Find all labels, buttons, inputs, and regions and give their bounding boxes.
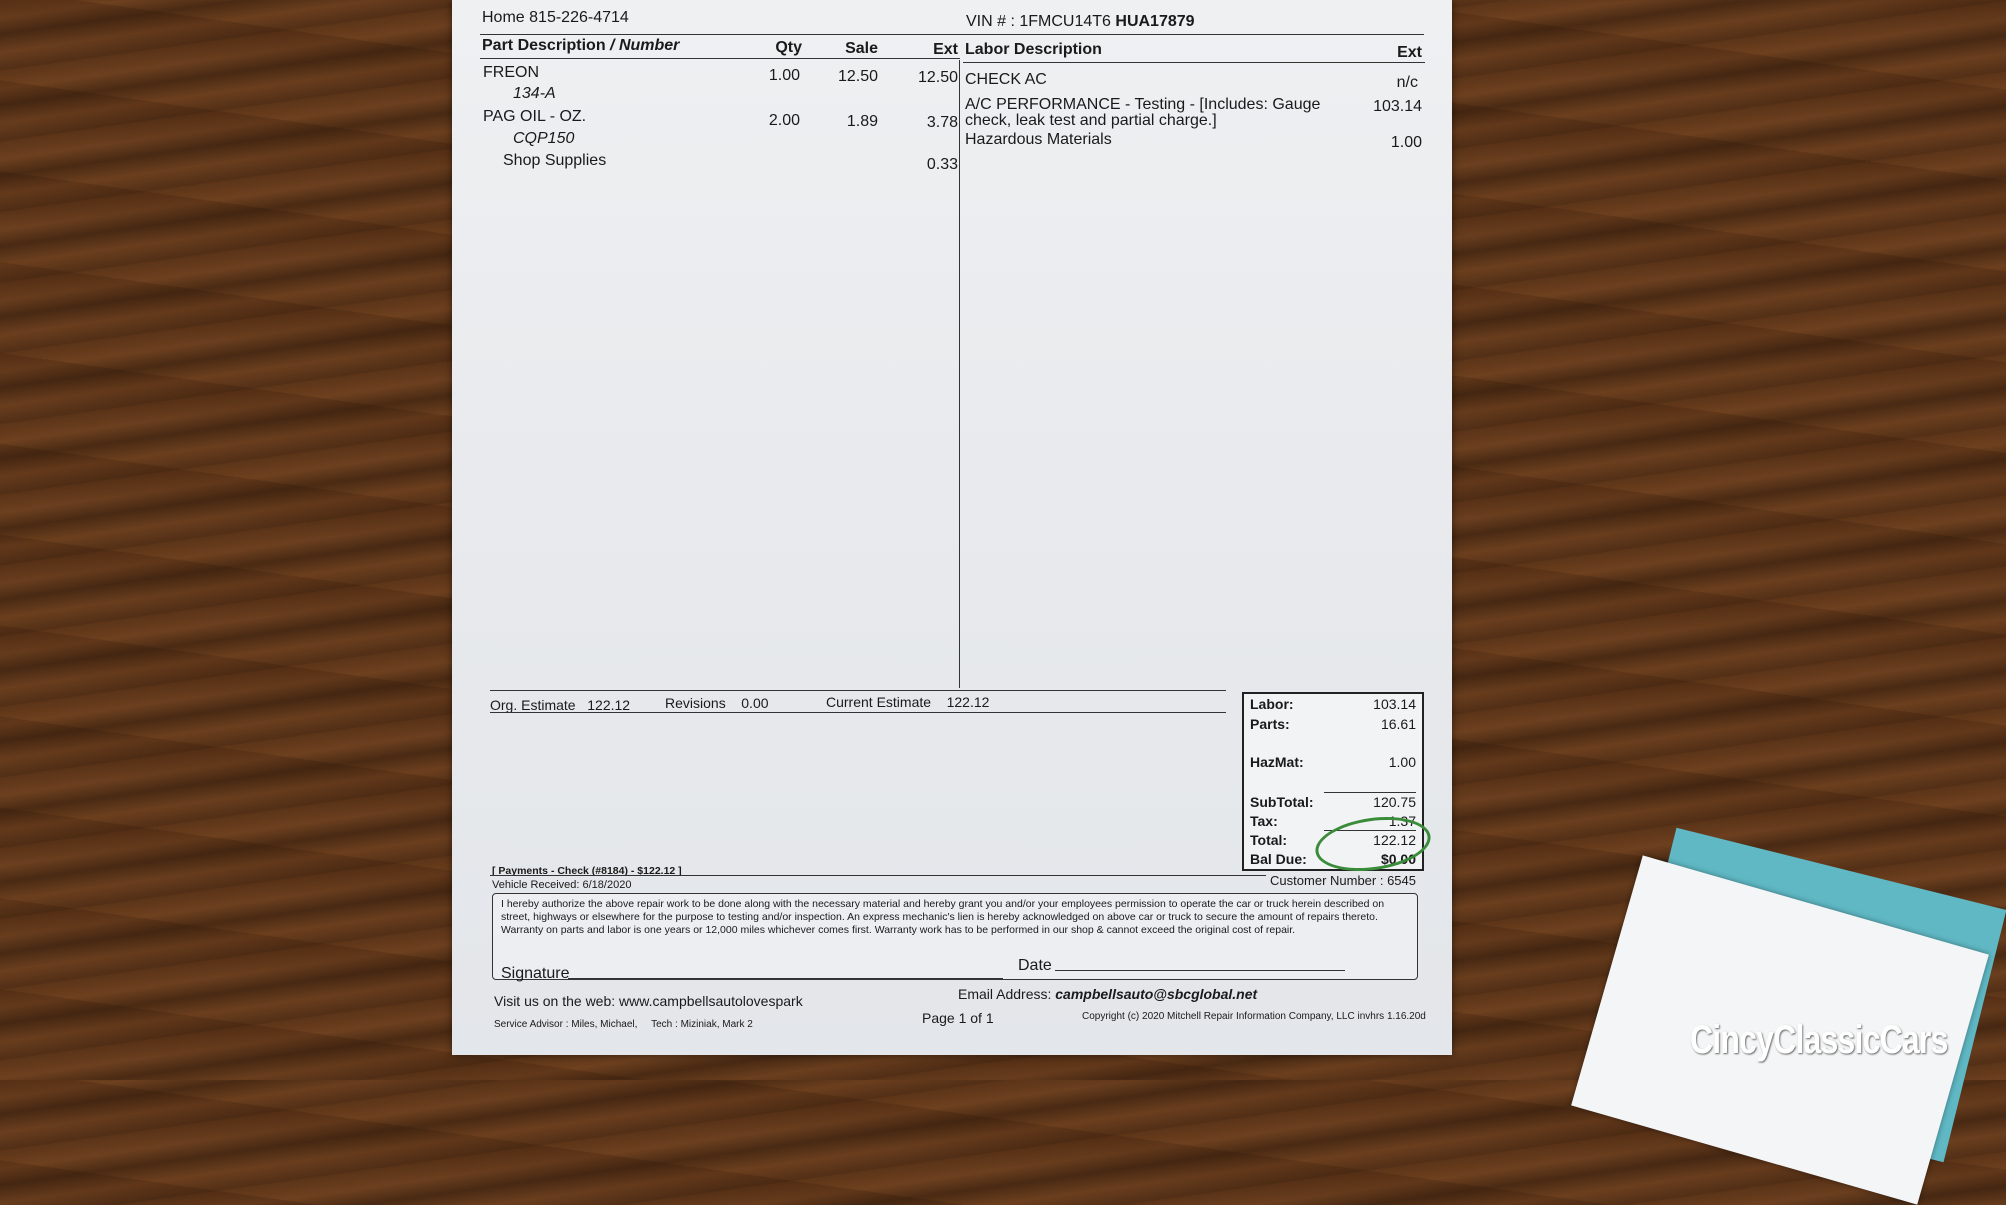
shop-supplies-label: Shop Supplies	[503, 152, 607, 169]
part-sale: 12.50	[837, 68, 878, 85]
copyright: Copyright (c) 2020 Mitchell Repair Information Company, LLC invhrs 1.16.20d	[1082, 1011, 1426, 1022]
current-estimate-label: Current Estimate	[826, 694, 932, 710]
labor-col-ext: Ext	[1397, 44, 1422, 61]
estimate-bottom-rule	[490, 712, 1226, 713]
estimate-top-rule	[490, 690, 1226, 691]
org-estimate	[490, 697, 630, 713]
part-description: PAG OIL - OZ.	[483, 108, 587, 125]
tax-value: 1.37	[1388, 813, 1416, 829]
vehicle-received: Vehicle Received: 6/18/2020	[492, 879, 632, 891]
parts-header-rule	[480, 58, 960, 59]
parts-col-number: / Number	[610, 37, 680, 54]
email-label: Email Address:	[958, 986, 1052, 1002]
vin-line	[966, 13, 1195, 31]
part-number: 134-A	[513, 85, 556, 102]
phone-label: Home	[482, 9, 525, 26]
tax-label: Tax:	[1250, 813, 1278, 829]
vin-label: VIN # :	[966, 13, 1015, 30]
vin-suffix: HUA17879	[1115, 13, 1195, 30]
authorization-box	[492, 893, 1418, 980]
authorization-text: I hereby authorize the above repair work to be done along with the necessary material and hereby grant you and/or your employees permission to operate the car or truck herein described on street, highways or elsewhere for the purpose to testing and/or inspection. An express mechanic's lien is hereby acknowledged on above car or truck to secure the amount of repairs thereto. Warranty on parts and labor is one years or 12,000 miles whichever comes first. Warranty work has to be performed in our shop & cannot exceed the original cost of repair.	[501, 898, 1385, 936]
total-label: Total:	[1250, 832, 1288, 848]
date-line[interactable]	[1055, 970, 1345, 971]
labor-col-description: Labor Description	[965, 41, 1102, 58]
labor-ext: n/c	[1396, 74, 1418, 91]
hazmat-total-value: 1.00	[1388, 754, 1416, 770]
labor-description-cont: check, leak test and partial charge.]	[965, 112, 1217, 129]
parts-total-label: Parts:	[1250, 716, 1290, 732]
subtotal-label: SubTotal:	[1250, 794, 1314, 810]
parts-col-description: Part Description	[482, 37, 606, 54]
signature-label: Signature	[501, 965, 570, 982]
parts-col-ext: Ext	[933, 41, 958, 58]
parts-total-value: 16.61	[1380, 716, 1416, 732]
part-ext: 3.78	[926, 114, 958, 131]
subtotal-value: 120.75	[1373, 794, 1416, 810]
part-ext: 12.50	[917, 69, 958, 86]
labor-ext: 1.00	[1390, 134, 1422, 151]
parts-col-sale: Sale	[845, 40, 878, 57]
labor-ext: 103.14	[1373, 98, 1422, 115]
labor-description: A/C PERFORMANCE - Testing - [Includes: Gauge	[965, 96, 1321, 113]
advisor-line	[494, 1019, 753, 1030]
phone-line	[482, 9, 629, 27]
watermark-logo: CincyClassicCars	[1690, 1018, 1948, 1062]
revisions-label: Revisions	[665, 695, 726, 711]
parts-col-qty: Qty	[775, 39, 802, 56]
part-sale: 1.89	[846, 113, 878, 130]
hazmat-total-label: HazMat:	[1250, 754, 1304, 770]
phone-number: 815-226-4714	[529, 9, 629, 26]
org-estimate-value: 122.12	[587, 697, 631, 713]
bal-due-value: $0.00	[1380, 851, 1416, 867]
part-qty: 2.00	[768, 112, 800, 129]
part-qty: 1.00	[768, 67, 800, 84]
payments-line: [ Payments - Check (#8184) - $122.12 ]	[492, 865, 682, 877]
email-address: campbellsauto@sbcglobal.net	[1055, 986, 1258, 1002]
signature-line[interactable]	[568, 978, 1003, 979]
vin-prefix: 1FMCU14T6	[1019, 13, 1111, 30]
labor-description: Hazardous Materials	[965, 131, 1112, 148]
web-label: Visit us on the web:	[494, 993, 616, 1009]
page-number: Page 1 of 1	[922, 1010, 994, 1026]
shop-supplies-ext: 0.33	[926, 156, 958, 173]
web-line	[494, 993, 803, 1009]
parts-col-header	[482, 37, 679, 55]
advisor-label: Service Advisor :	[494, 1019, 569, 1030]
revisions-value: 0.00	[741, 695, 769, 711]
part-number: CQP150	[513, 130, 575, 147]
labor-total-label: Labor:	[1250, 696, 1294, 712]
org-estimate-label: Org. Estimate	[490, 697, 576, 713]
labor-header-rule	[963, 62, 1425, 63]
labor-description: CHECK AC	[965, 71, 1047, 88]
bal-due-label: Bal Due:	[1250, 851, 1307, 867]
date-label: Date	[1018, 957, 1052, 974]
column-divider	[959, 60, 960, 688]
web-address: www.campbellsautolovespark	[619, 993, 803, 1009]
tech-label: Tech :	[651, 1019, 678, 1030]
advisor-name: Miles, Michael,	[571, 1019, 638, 1030]
repair-invoice	[452, 0, 1452, 1055]
current-estimate	[826, 694, 989, 710]
header-rule	[480, 34, 1424, 35]
revisions	[665, 695, 769, 711]
labor-total-value: 103.14	[1373, 696, 1416, 712]
email-line	[958, 986, 1257, 1002]
customer-number: Customer Number : 6545	[1270, 873, 1416, 888]
subtotal-rule	[1324, 792, 1416, 793]
part-description: FREON	[483, 64, 539, 81]
current-estimate-value: 122.12	[946, 694, 990, 710]
total-value: 122.12	[1373, 832, 1416, 848]
tech-name: Miziniak, Mark 2	[680, 1019, 753, 1030]
